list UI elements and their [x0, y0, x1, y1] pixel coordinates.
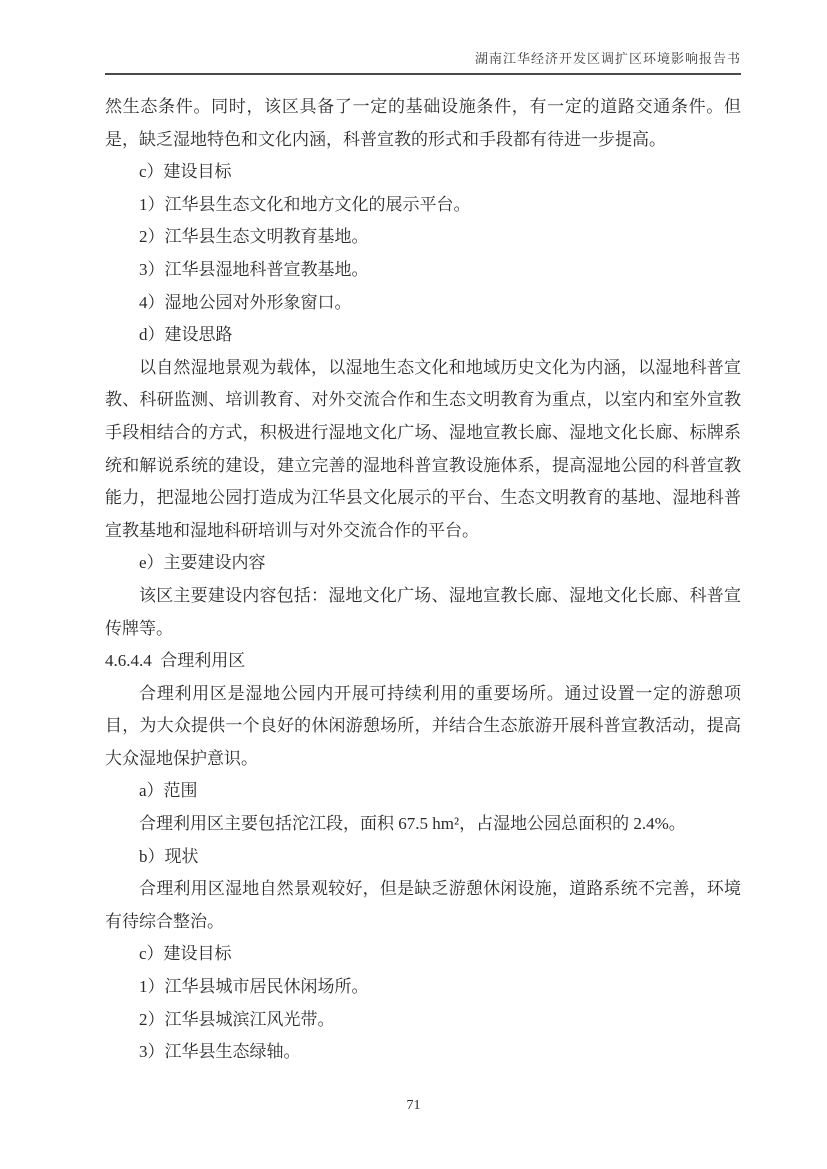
page-header: [105, 48, 741, 75]
page-footer: [0, 1098, 827, 1114]
list-item-c-goals-2: c）建设目标: [139, 944, 232, 964]
list-item-goal2-3: 3）江华县生态绿轴。: [139, 1042, 301, 1062]
header-title: 湖南江华经济开发区调扩区环境影响报告书: [474, 51, 741, 66]
page-number: 71: [406, 1098, 421, 1113]
list-item-goal-2: 2）江华县生态文明教育基地。: [139, 227, 369, 247]
list-item-e-content: e）主要建设内容: [139, 553, 266, 573]
list-item-goal-3: 3）江华县湿地科普宣教基地。: [139, 259, 369, 279]
paragraph-status: 合理利用区湿地自然景观较好，但是缺乏游憩休闲设施，道路系统不完善，环境有待综合整治。: [105, 879, 741, 931]
list-item-goal2-1: 1）江华县城市居民休闲场所。: [139, 977, 369, 997]
paragraph-continuation: 然生态条件。同时，该区具备了一定的基础设施条件，有一定的道路交通条件。但是，缺乏湿地特色和文化内涵，科普宣教的形式和手段都有待进一步提高。: [105, 97, 741, 149]
list-item-goal-1: 1）江华县生态文化和地方文化的展示平台。: [139, 194, 471, 214]
list-item-a-scope: a）范围: [139, 781, 198, 801]
paragraph-main-content: 该区主要建设内容包括：湿地文化广场、湿地宣教长廊、湿地文化长廊、科普宣传牌等。: [105, 585, 741, 638]
list-item-goal2-2: 2）江华县城滨江风光带。: [139, 1009, 335, 1029]
list-item-b-status: b）现状: [139, 846, 199, 866]
section-heading-4644: 4.6.4.4 合理利用区: [105, 651, 246, 671]
paragraph-zone-intro: 合理利用区是湿地公园内开展可持续利用的重要场所。通过设置一定的游憩项目，为大众提供一个良好的休闲游憩场所，并结合生态旅游开展科普宣教活动，提高大众湿地保护意识。: [105, 683, 741, 768]
document-body: [105, 91, 741, 1069]
list-item-d-approach: d）建设思路: [139, 325, 233, 345]
paragraph-scope: 合理利用区主要包括沱江段，面积 67.5 hm²，占湿地公园总面积的 2.4%。: [139, 814, 686, 834]
paragraph-approach: 以自然湿地景观为载体，以湿地生态文化和地域历史文化为内涵，以湿地科普宣教、科研监测、培训教育、对外交流合作和生态文明教育为重点，以室内和室外宣教手段相结合的方式，积极进行湿地文化广场、湿地宣教长廊、湿地文化长廊、标牌系统和解说系统的建设，建立完善的湿地科普宣教设施体系，提高湿地公园的科普宣教能力，把湿地公园打造成为江华县文化展示的平台、生态文明教育的基地、湿地科普宣教基地和湿地科研培训与对外交流合作的平台。: [105, 357, 741, 540]
list-item-c-goals: c）建设目标: [139, 162, 232, 182]
list-item-goal-4: 4）湿地公园对外形象窗口。: [139, 292, 352, 312]
